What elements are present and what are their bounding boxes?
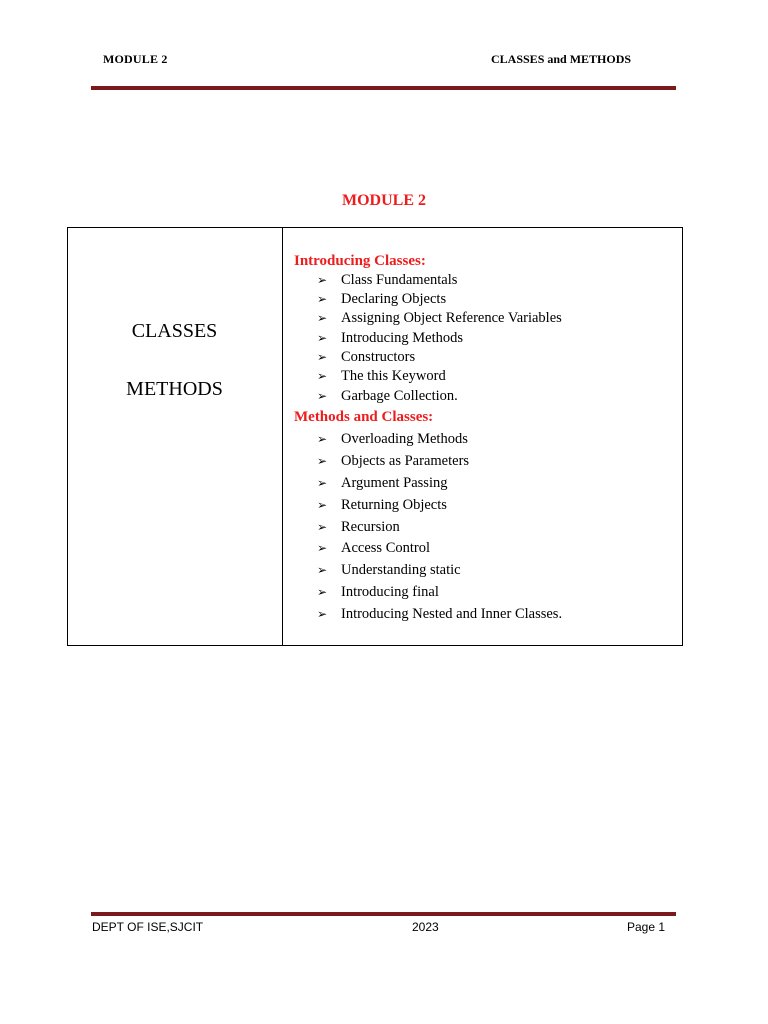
list-item: ➢ Returning Objects [317,497,447,513]
arrow-bullet-icon: ➢ [317,273,328,287]
footer-rule [91,912,676,916]
list-item: ➢ Declaring Objects [317,291,447,307]
header-rule [91,86,676,90]
list-item: ➢ Introducing Methods [317,330,464,346]
table-divider [282,227,283,646]
arrow-bullet-icon: ➢ [317,292,328,306]
list-item: ➢ Objects as Parameters [317,453,470,469]
list-item: ➢ Constructors [317,349,416,365]
arrow-bullet-icon: ➢ [317,476,328,490]
left-label-methods: METHODS [126,378,223,400]
section-heading-methods-and-classes: Methods and Classes: [294,409,434,425]
header-topic-label: CLASSES and METHODS [491,52,632,66]
page-title: MODULE 2 [342,192,426,209]
list-item: ➢ Introducing final [317,584,439,600]
footer-department: DEPT OF ISE,SJCIT [92,920,204,934]
arrow-bullet-icon: ➢ [317,432,328,446]
arrow-bullet-icon: ➢ [317,331,328,345]
list-item: ➢ Recursion [317,519,400,535]
list-item: ➢ Assigning Object Reference Variables [317,310,562,326]
arrow-bullet-icon: ➢ [317,563,328,577]
arrow-bullet-icon: ➢ [317,498,328,512]
arrow-bullet-icon: ➢ [317,585,328,599]
list-item: ➢ Overloading Methods [317,431,468,447]
left-label-classes: CLASSES [131,320,218,342]
arrow-bullet-icon: ➢ [317,311,328,325]
list-item: ➢ The this Keyword [317,368,446,384]
arrow-bullet-icon: ➢ [317,454,328,468]
list-item: ➢ Class Fundamentals [317,272,458,288]
list-item: ➢ Garbage Collection. [317,388,458,404]
section-heading-introducing-classes: Introducing Classes: [294,253,426,269]
list-item: ➢ Argument Passing [317,475,448,491]
arrow-bullet-icon: ➢ [317,607,328,621]
arrow-bullet-icon: ➢ [317,520,328,534]
list-item: ➢ Understanding static [317,562,461,578]
arrow-bullet-icon: ➢ [317,389,328,403]
list-item: ➢ Access Control [317,540,430,556]
arrow-bullet-icon: ➢ [317,350,328,364]
footer-year: 2023 [412,920,439,934]
header-module-label: MODULE 2 [103,52,168,66]
list-item: ➢ Introducing Nested and Inner Classes. [317,606,563,622]
arrow-bullet-icon: ➢ [317,369,328,383]
footer-page-number: Page 1 [627,920,666,934]
arrow-bullet-icon: ➢ [317,541,328,555]
